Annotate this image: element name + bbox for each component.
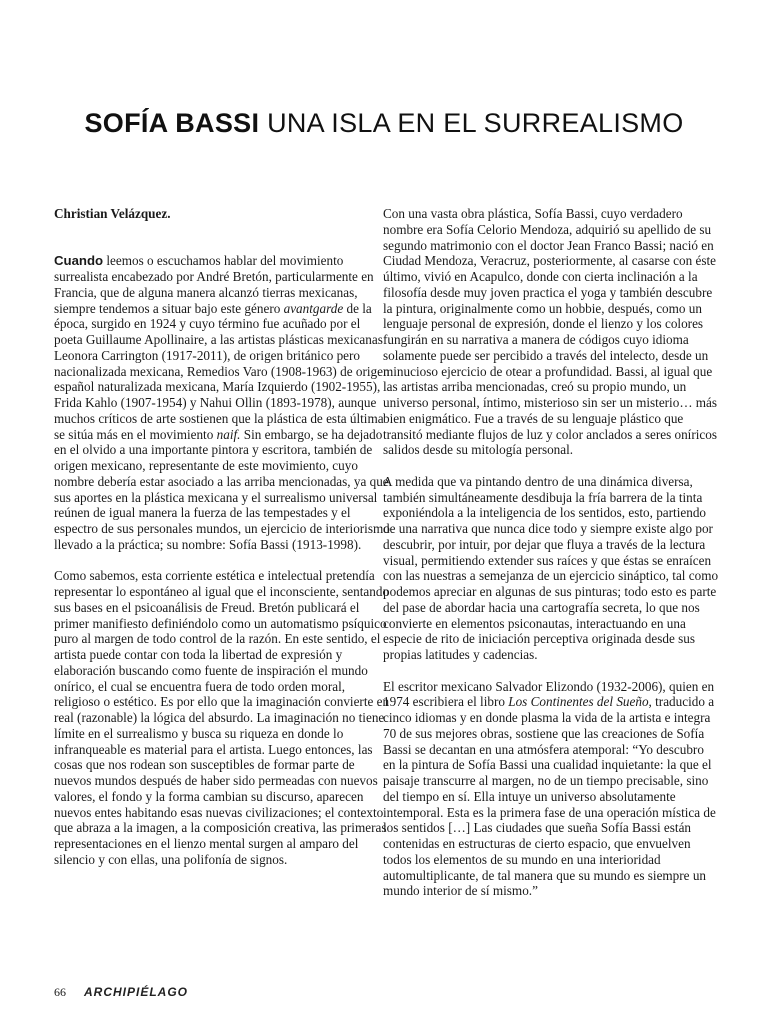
book-title-italic: Los Continentes del Sueño [508, 694, 649, 710]
author-name: Christian Velázquez. [54, 206, 171, 221]
right-paragraph-3 [383, 679, 719, 900]
right-p3-text-b: , traducido a cinco idiomas y en donde plasma la vida de la artista e integra 70 de sus mejores obras, sostiene que las creaciones de Sofía Bassi se decantan en una atmósfera atemporal: “Yo descubro en la pintura de Sofía Bassi una cualidad inquietante: la que el paisaje transcurre al margen, no de un tiempo precisable, sino del tiempo en sí. Ella intuye un universo absolutamente intemporal. Esta es la primera fase de una operación mística de los sentidos […] Las ciudades que sueña Sofía Bassi están contenidas en estructuras de cierto espacio, que envuelven todos los elementos de su mundo en una interioridad automultiplicante, de tal manera que su mundo es siempre un mundo interior de sí mismo.” [383, 694, 716, 899]
left-p1-italic-naif: naif. [216, 426, 241, 442]
left-p1-text-a: leemos o escuchamos hablar del movimiento surrealista encabezado por André Bretón, particularmente en Francia, que de alguna manera alcanzó tierras mexicanas, siempre tendemos a situar bajo este género [54, 253, 374, 316]
left-column [54, 206, 390, 883]
right-column [383, 206, 719, 915]
right-paragraph-1: Con una vasta obra plástica, Sofía Bassi, cuyo verdadero nombre era Sofía Celorio Mendoza, adquirió su apellido de su segundo matrimonio con el doctor Jean Franco Bassi; nació en Ciudad Mendoza, Veracruz, posteriormente, al casarse con éste último, vivió en Acapulco, donde con cierta inclinación a la filosofía desde muy joven practica el yoga y también descubre la pintura, originalmente como un hobbie, después, como un lenguaje personal de expresión, donde el lienzo y los colores fungirán en su narrativa a manera de códigos cuyo idioma solamente puede ser percibido a través del intelecto, desde un minucioso ejercicio de otear a profundidad. Bassi, al igual que las artistas arriba mencionadas, creó su propio mundo, un universo personal, íntimo, misterioso sin ser un misterio… más bien enigmático. Fue a través de su lenguaje plástico que transitó mediante flujos de luz y color anclados a seres oníricos salidos desde su mitología personal. [383, 206, 718, 458]
article-title [0, 108, 768, 139]
lead-word: Cuando [54, 253, 104, 269]
left-p1-text-b: de la época, surgido en 1924 y cuyo término fue acuñado por el poeta Guillaume Apollinaire, a las artistas plásticas mexicanas Leonora Carrington (1917-2011), de origen británico pero nacionalizada mexicana, Remedios Varo (1908-1963) de origen español naturalizada mexicana, María Izquierdo (1902-1955), Frida Kahlo (1907-1954) y Nahui Ollin (1893-1978), aunque muchos críticos de arte sostienen que la plástica de esta última se sitúa más en el movimiento [54, 300, 390, 442]
page-number: 66 [54, 984, 66, 999]
left-paragraph-1 [54, 253, 390, 552]
left-p1-italic-avantgarde: avantgarde [283, 300, 344, 316]
page-footer [54, 982, 188, 1002]
title-subtitle: UNA ISLA EN EL SURREALISMO [259, 108, 684, 138]
title-name: SOFÍA BASSI [84, 108, 260, 138]
right-paragraph-2: A medida que va pintando dentro de una dinámica diversa, también simultáneamente desdibuja la fría barrera de la tinta exponiéndola a la inteligencia de los sentidos, esto, partiendo de una narrativa que nunca dice todo y siempre existe algo por descubrir, por intuir, por dejar que fluya a través de la lectura visual, permitiendo extender sus raíces y que éstas se enraícen con las nuestras a semejanza de un ejercicio sináptico, tal como podemos apreciar en algunas de sus pinturas; todo esto es parte del pase de abordar hacia una cartografía secreta, lo que nos convierte en elementos psiconautas, interactuando en una especie de rito de iniciación perceptiva originada desde sus propias latitudes y cadencias. [383, 473, 719, 662]
left-paragraph-2: Como sabemos, esta corriente estética e intelectual pretendía representar lo espontáneo al igual que el inconsciente, sentando sus bases en el psicoanálisis de Freud. Bretón publicará el primer manifiesto definiéndolo como un automatismo psíquico puro al margen de todo control de la razón. En este sentido, el artista puede contar con toda la libertad de expresión y elaboración buscando como fuente de inspiración el mundo onírico, el cual se encuentra fuera de todo orden moral, religioso o estético. Es por ello que la imaginación convierte en real (razonable) la lógica del absurdo. La imaginación no tiene límite en el surrealismo y busca su riqueza en donde lo infranqueable es material para el artista. Luego entonces, las cosas que nos rodean son susceptibles de formar parte de nuevos mundos después de haber sido permeadas con nuevos valores, el fondo y la forma cambian su discurso, aparecen nuevos entes habitando esas nuevas civilizaciones; el contexto que abraza a la imagen, a la composición creativa, las primeras representaciones en el lienzo mental surgen al amparo del silencio y con ellas, una polifonía de signos. [54, 568, 390, 867]
left-p1-text-c: Sin embargo, se ha dejado en el olvido a una importante pintora y escritora, también de origen mexicano, representante de este movimiento, cuyo nombre debería estar asociado a las arriba mencionadas, ya que sus aportes en la plástica mexicana y el surrealismo universal reúnen de igual manera la fuerza de las tempestades y el espectro de sus personales mundos, un ejercicio de interiorismo llevado a la práctica; su nombre: Sofía Bassi (1913-1998). [54, 426, 390, 552]
right-p3-text-a: El escritor mexicano Salvador Elizondo (1932-2006), quien en 1974 escribiera el libro [383, 678, 715, 710]
magazine-logo: ARCHIPIÉLAGO [84, 985, 189, 999]
